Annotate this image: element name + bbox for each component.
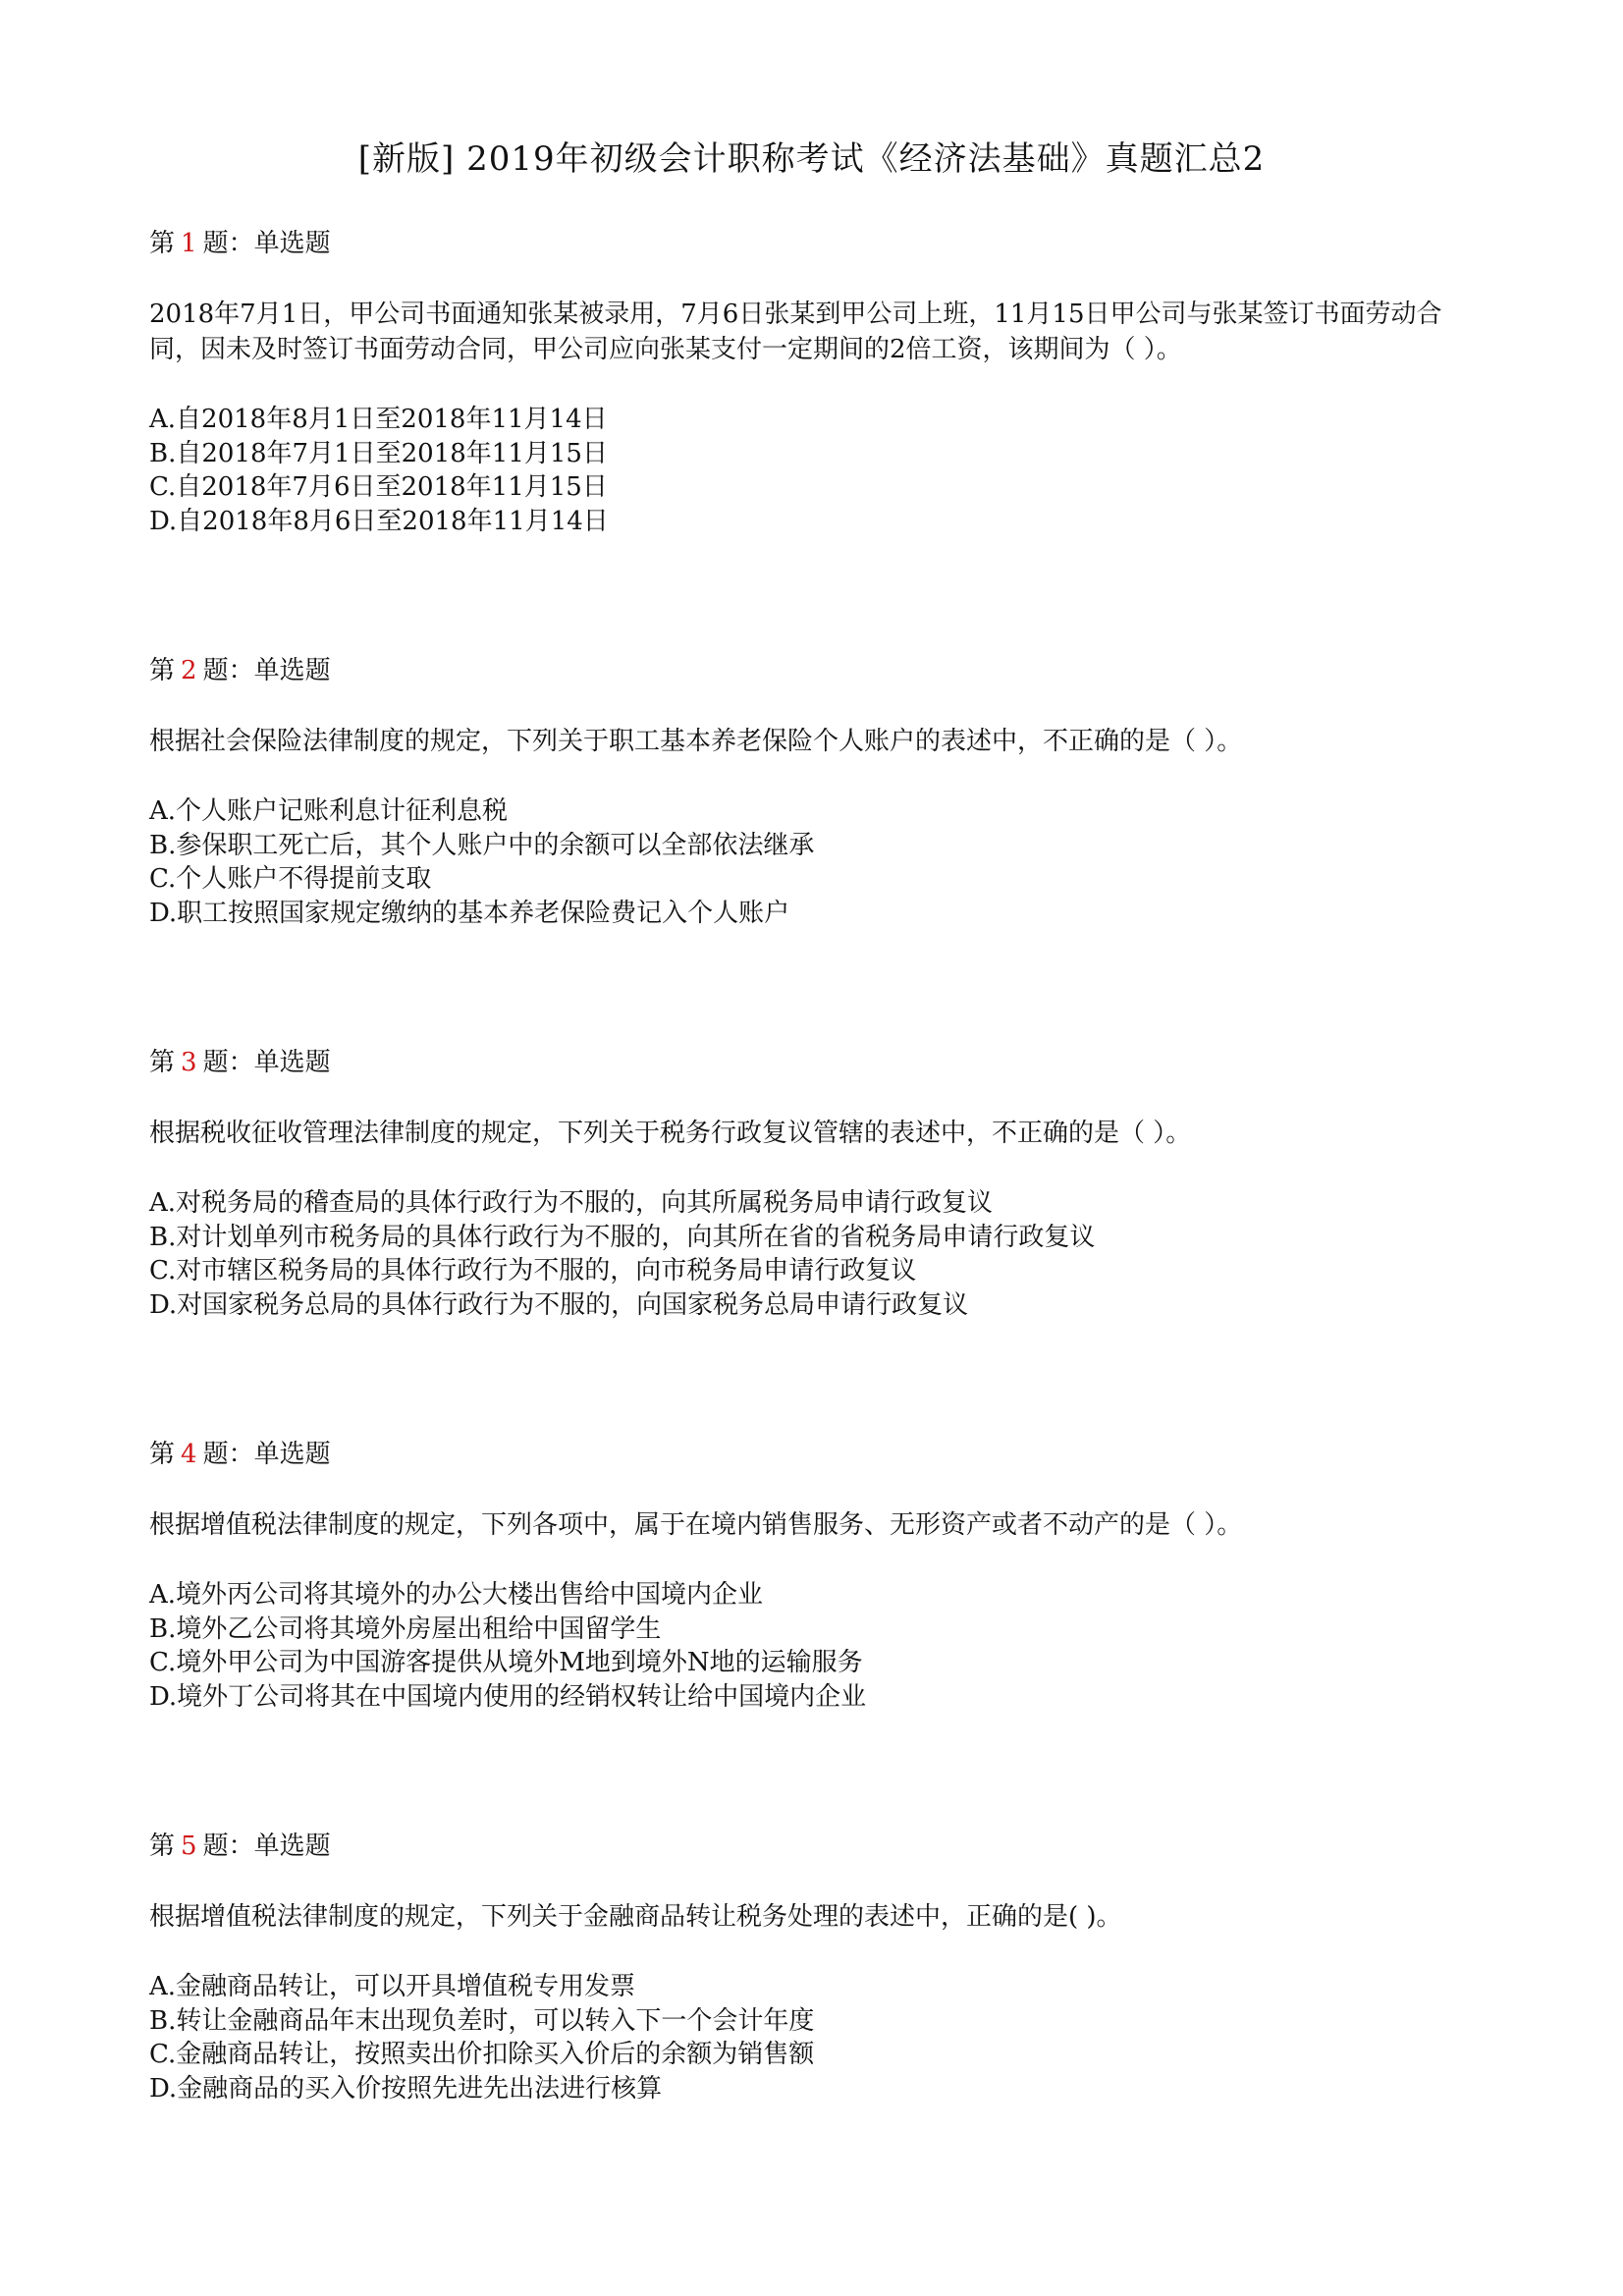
question-header: [149, 1045, 1485, 1080]
option-a: A.个人账户记账利息计征利息税: [149, 796, 509, 826]
option-d: D.自2018年8月6日至2018年11月14日: [149, 506, 609, 536]
question-prefix: 第: [149, 656, 176, 685]
option-b: B.转让金融商品年末出现负差时，可以转入下一个会计年度: [149, 2005, 815, 2036]
question-number: 1: [181, 229, 197, 258]
question-prefix: 第: [149, 1440, 176, 1469]
option-a: A.自2018年8月1日至2018年11月14日: [149, 405, 608, 434]
option-c: C.对市辖区税务局的具体行政行为不服的，向市税务局申请行政复议: [149, 1256, 917, 1285]
option-c: C.金融商品转让，按照卖出价扣除买入价后的余额为销售额: [149, 2040, 815, 2069]
option-c: C.境外甲公司为中国游客提供从境外M地到境外N地的运输服务: [149, 1648, 863, 1677]
option-a: A.金融商品转让，可以开具增值税专用发票: [149, 1972, 636, 2001]
question-number: 3: [181, 1048, 197, 1077]
question-type: 题：单选题: [202, 1048, 331, 1077]
option-d: D.对国家税务总局的具体行政行为不服的，向国家税务总局申请行政复议: [149, 1289, 969, 1320]
question-prefix: 第: [149, 229, 176, 258]
question-header: [149, 1437, 1485, 1472]
option-list: [149, 1970, 1485, 2105]
option-list: [149, 1186, 1485, 1322]
option-c: C.自2018年7月6日至2018年11月15日: [149, 472, 608, 502]
question-block: [149, 226, 1485, 538]
option-list: [149, 1578, 1485, 1714]
question-block: [149, 1437, 1485, 1714]
question-prefix: 第: [149, 1831, 176, 1861]
question-number: 2: [181, 656, 197, 685]
question-type: 题：单选题: [202, 1440, 331, 1469]
option-b: B.境外乙公司将其境外房屋出租给中国留学生: [149, 1613, 662, 1644]
question-type: 题：单选题: [202, 1831, 331, 1861]
question-number: 4: [181, 1440, 197, 1469]
question-stem: 根据社会保险法律制度的规定，下列关于职工基本养老保险个人账户的表述中，不正确的是（ ）。: [149, 727, 1243, 756]
document-title: [新版] 2019年初级会计职称考试《经济法基础》真题汇总2: [357, 139, 1266, 179]
option-b: B.自2018年7月1日至2018年11月15日: [149, 438, 608, 468]
option-d: D.金融商品的买入价按照先进先出法进行核算: [149, 2073, 663, 2104]
question-stem: 根据增值税法律制度的规定，下列关于金融商品转让税务处理的表述中，正确的是( )。: [149, 1902, 1122, 1932]
option-b: B.参保职工死亡后，其个人账户中的余额可以全部依法继承: [149, 830, 815, 860]
question-prefix: 第: [149, 1048, 176, 1077]
question-number: 5: [181, 1831, 197, 1861]
question-stem: 根据税收征收管理法律制度的规定，下列关于税务行政复议管辖的表述中，不正确的是（ ）。: [149, 1119, 1192, 1148]
question-block: [149, 1829, 1485, 2105]
option-d: D.境外丁公司将其在中国境内使用的经销权转让给中国境内企业: [149, 1681, 867, 1712]
option-d: D.职工按照国家规定缴纳的基本养老保险费记入个人账户: [149, 898, 790, 928]
question-stem: 根据增值税法律制度的规定，下列各项中，属于在境内销售服务、无形资产或者不动产的是（ ）。: [149, 1510, 1243, 1540]
question-type: 题：单选题: [202, 229, 331, 258]
option-list: [149, 403, 1485, 538]
question-stem: 2018年7月1日，甲公司书面通知张某被录用，7月6日张某到甲公司上班，11月15日甲公司与张某签订书面劳动合同，因未及时签订书面劳动合同，甲公司应向张某支付一定期间的2倍工资，该期间为（ ）。: [149, 300, 1442, 364]
option-list: [149, 794, 1485, 930]
question-header: [149, 1829, 1485, 1864]
option-a: A.境外丙公司将其境外的办公大楼出售给中国境内企业: [149, 1580, 764, 1610]
question-block: [149, 1045, 1485, 1322]
option-b: B.对计划单列市税务局的具体行政行为不服的，向其所在省的省税务局申请行政复议: [149, 1222, 1096, 1252]
question-type: 题：单选题: [202, 656, 331, 685]
question-block: [149, 653, 1485, 930]
option-a: A.对税务局的稽查局的具体行政行为不服的，向其所属税务局申请行政复议: [149, 1188, 994, 1218]
question-header: [149, 653, 1485, 688]
question-header: [149, 226, 1485, 261]
option-c: C.个人账户不得提前支取: [149, 864, 432, 894]
